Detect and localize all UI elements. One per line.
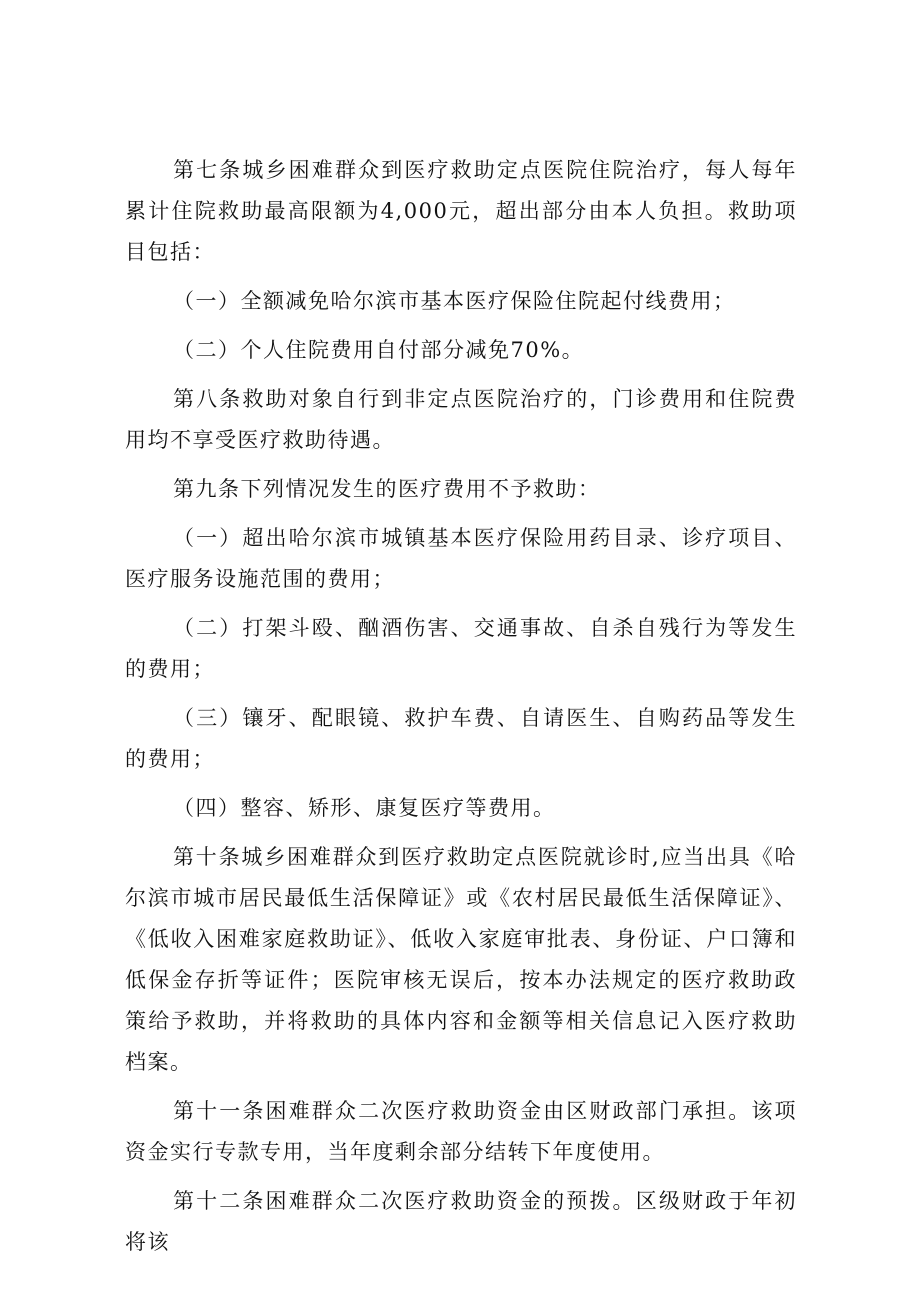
paragraph-article-9-item-3: （三）镶牙、配眼镜、救护车费、自请医生、自购药品等发生的费用； xyxy=(125,706,797,771)
paragraph-article-9-item-1: （一）超出哈尔滨市城镇基本医疗保险用药目录、诊疗项目、医疗服务设施范围的费用； xyxy=(125,526,797,591)
paragraph-article-9-item-4: （四）整容、矫形、康复医疗等费用。 xyxy=(173,796,556,820)
paragraph-article-9-item-2: （二）打架斗殴、酗酒伤害、交通事故、自杀自残行为等发生的费用； xyxy=(125,616,797,681)
paragraph-article-9: 第九条下列情况发生的医疗费用不予救助： xyxy=(173,477,601,501)
document-body xyxy=(125,150,797,1263)
paragraph-article-7: 第七条城乡困难群众到医疗救助定点医院住院治疗，每人每年累计住院救助最高限额为4,000元，超出部分由本人负担。救助项目包括： xyxy=(125,158,797,264)
paragraph-article-10: 第十条城乡困难群众到医疗救助定点医院就诊时,应当出具《哈尔滨市城市居民最低生活保障证》或《农村居民最低生活保障证》、《低收入困难家庭救助证》、低收入家庭审批表、身份证、户口簿和低保金存折等证件；医院审核无误后，按本办法规定的医疗救助政策给予救助，并将救助的具体内容和金额等相关信息记入医疗救助档案。 xyxy=(125,845,797,1074)
paragraph-article-12: 第十二条困难群众二次医疗救助资金的预拨。区级财政于年初将该 xyxy=(125,1189,797,1254)
paragraph-article-11: 第十一条困难群众二次医疗救助资金由区财政部门承担。该项资金实行专款专用，当年度剩余部分结转下年度使用。 xyxy=(125,1099,797,1164)
paragraph-article-7-item-1: （一）全额减免哈尔滨市基本医疗保险住院起付线费用； xyxy=(173,289,736,313)
paragraph-article-8: 第八条救助对象自行到非定点医院治疗的，门诊费用和住院费用均不享受医疗救助待遇。 xyxy=(125,387,797,452)
paragraph-article-7-item-2: （二）个人住院费用自付部分减免70%。 xyxy=(173,338,585,362)
